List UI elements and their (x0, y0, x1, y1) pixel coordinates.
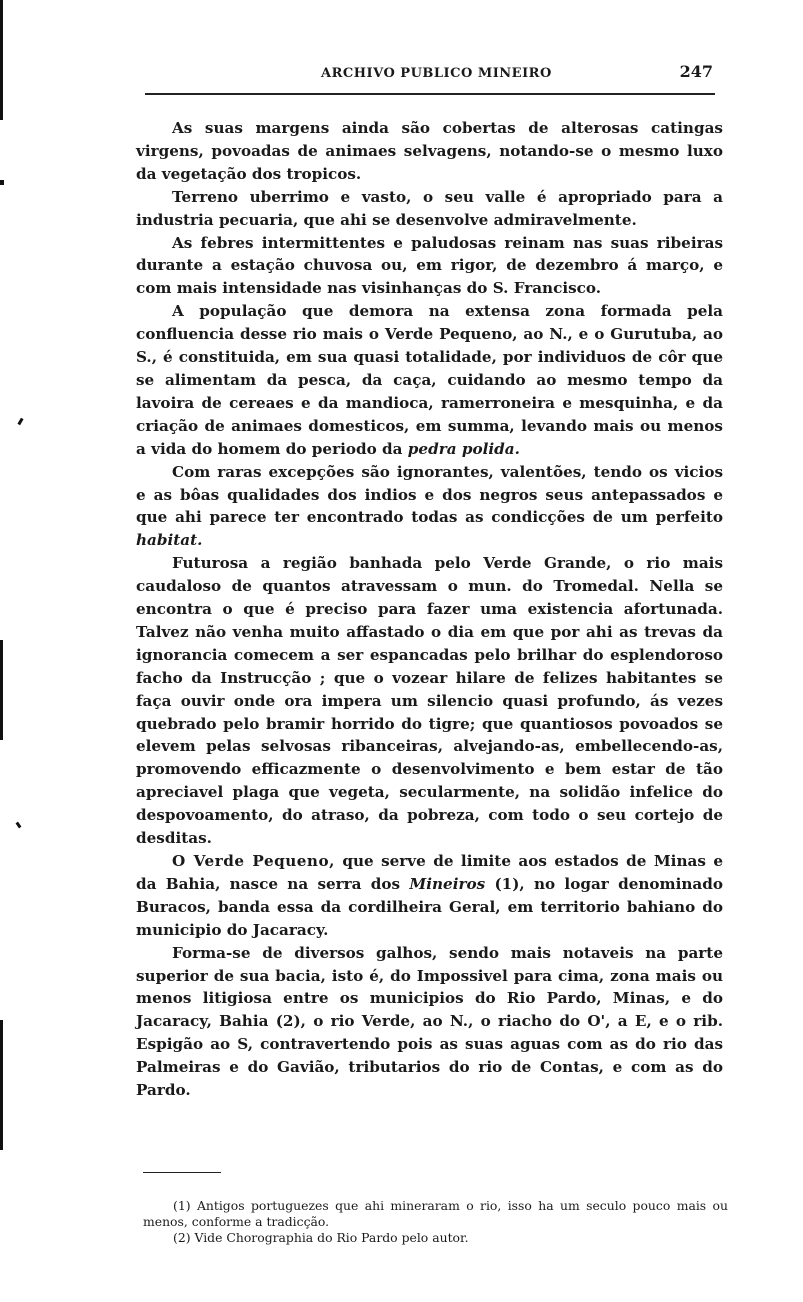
paragraph-text: A população que demora na extensa zona formada pela confluencia desse rio mais o Verde Pequeno, ao N., e o Gurutuba, ao S., é constituida, em sua quasi totalidade, por individuos de côr que se alimentam da pesca, da caça, cuidando ao mesmo tempo da lavoira de cereaes e da mandioca, ramerroneira e mesquinha, e da criação de animaes domesticos, em summa, levando mais ou menos a vida do homem do periodo da (136, 302, 723, 458)
scan-speck (0, 180, 4, 185)
scan-speck (17, 418, 23, 426)
header-rule (145, 93, 715, 95)
paragraph-text: Com raras excepções são ignorantes, valentões, tendo os vicios e as bôas qualidades dos indios e dos negros seus antepassados e que ahi parece ter encontrado todas as condicções de um perfeito (136, 462, 723, 527)
paragraph: As febres intermittentes e paludosas reinam nas suas ribeiras durante a estação chuvosa ou, em rigor, de dezembro á março, e com mais intensidade nas visinhanças do S. Francisco. (136, 233, 723, 298)
paragraph (136, 461, 723, 553)
paragraph-text: que serve de limite aos estados de Minas e da Bahia, nasce na serra dos (136, 852, 723, 893)
italic-term: habitat. (136, 531, 203, 550)
italic-term: pedra polida. (407, 439, 520, 458)
paragraph: Futurosa a região banhada pelo Verde Grande, o rio mais caudaloso de quantos atravessam o mun. do Tromedal. Nella se encontra o que é preciso para fazer uma existencia afortunada. Talvez não venha muito affastado o dia em que por ahi as trevas da ignorancia comecem a ser espancadas pelo brilhar do esplendoroso facho da Instrucção ; que o vozear hilare de felizes habitantes se faça ouvir onde ora impera um silencio quasi profundo, ás vezes quebrado pelo bramir horrido do tigre; que quantiosos povoados se elevem pelas selvosas ribanceiras, alvejando-as, embellecendo-as, promovendo efficazmente o desenvolvimento e bem estar de tão apreciavel plaga que vegeta, secularmente, na solidão infelice do despovoamento, do atraso, da pobreza, com todo o seu cortejo de desditas. (136, 554, 723, 848)
footnote: (1) Antigos portuguezes que ahi mineraram o rio, isso ha um seculo pouco mais ou menos, conforme a tradicção. (143, 1198, 728, 1229)
scan-edge-mark (0, 1020, 3, 1150)
running-title: ARCHIVO PUBLICO MINEIRO (321, 66, 552, 81)
page-number: 247 (679, 62, 713, 81)
footnote-rule (143, 1172, 221, 1173)
paragraph-text: (1), no logar denominado Buracos, banda essa da cordilheira Geral, em territorio bahiano do municipio do Jacaracy. (136, 874, 723, 939)
scan-speck (16, 822, 22, 829)
paragraph: Terreno uberrimo e vasto, o seu valle é apropriado para a industria pecuaria, que ahi se desenvolve admiravelmente. (136, 187, 723, 229)
footnotes (143, 1198, 728, 1246)
body-text (136, 117, 723, 1102)
paragraph (136, 850, 723, 942)
running-head (136, 62, 721, 92)
paragraph: Forma-se de diversos galhos, sendo mais notaveis na parte superior de sua bacia, isto é, do Impossivel para cima, zona mais ou menos litigiosa entre os municipios do Rio Pardo, Minas, e do Jacaracy, Bahia (2), o rio Verde, ao N., o riacho do O', a E, e o rib. Espigão ao S, contravertendo pois as suas aguas com as do rio das Palmeiras e do Gavião, tributarios do rio de Contas, e com as do Pardo. (136, 943, 723, 1100)
scan-edge-mark (0, 0, 3, 120)
footnote: (2) Vide Chorographia do Rio Pardo pelo autor. (173, 1230, 469, 1245)
scan-edge-mark (0, 640, 3, 740)
paragraph: As suas margens ainda são cobertas de alterosas catingas virgens, povoadas de animaes selvagens, notando-se o mesmo luxo da vegetação dos tropicos. (136, 119, 723, 183)
section-subhead: O Verde Pequeno, (172, 852, 335, 870)
italic-term: Mineiros (409, 874, 486, 893)
paragraph (136, 300, 723, 460)
